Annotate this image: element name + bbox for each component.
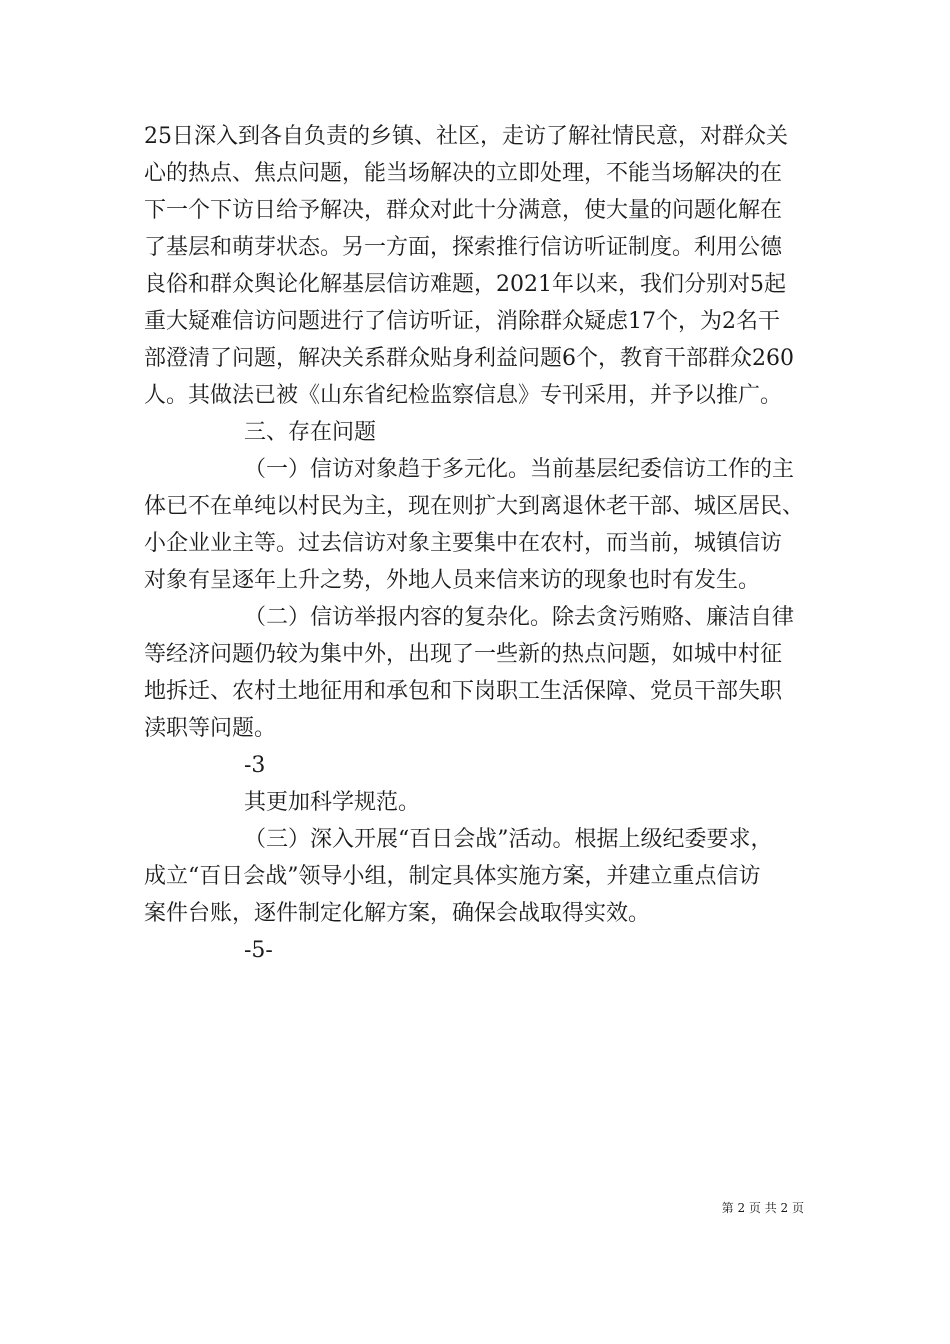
text-line: -5- xyxy=(244,938,273,963)
page-footer: 第 2 页 共 2 页 xyxy=(721,1201,804,1215)
text-line: 等经济问题仍较为集中外，出现了一些新的热点问题，如城中村征 xyxy=(144,642,783,667)
text-line: 其更加科学规范。 xyxy=(244,790,421,815)
text-line: 地拆迁、农村土地征用和承包和下岗职工生活保障、党员干部失职 xyxy=(144,679,783,704)
text-line: （三）深入开展“百日会战”活动。根据上级纪委要求， xyxy=(244,827,773,852)
text-line: （一）信访对象趋于多元化。当前基层纪委信访工作的主 xyxy=(244,457,795,482)
text-line: 小企业业主等。过去信访对象主要集中在农村，而当前，城镇信访 xyxy=(144,531,783,556)
document-body xyxy=(144,118,816,969)
text-line: （二）信访举报内容的复杂化。除去贪污贿赂、廉洁自律 xyxy=(244,605,795,630)
text-line: 对象有呈逐年上升之势，外地人员来信来访的现象也时有发生。 xyxy=(144,568,761,593)
text-line: 心的热点、焦点问题，能当场解决的立即处理，不能当场解决的在 xyxy=(144,161,783,186)
text-line: 25日深入到各自负责的乡镇、社区，走访了解社情民意，对群众关 xyxy=(144,124,788,149)
text-line: 案件台账，逐件制定化解方案，确保会战取得实效。 xyxy=(144,901,651,926)
text-line: -3 xyxy=(244,753,266,778)
text-line: 部澄清了问题，解决关系群众贴身利益问题6个，教育干部群众260 xyxy=(144,346,794,371)
text-line: 重大疑难信访问题进行了信访听证，消除群众疑虑17个，为2名干 xyxy=(144,309,780,334)
text-line: 成立“百日会战”领导小组，制定具体实施方案，并建立重点信访 xyxy=(144,864,761,889)
text-line: 人。其做法已被《山东省纪检监察信息》专刊采用，并予以推广。 xyxy=(144,383,783,408)
text-line: 下一个下访日给予解决，群众对此十分满意，使大量的问题化解在 xyxy=(144,198,783,223)
text-line: 了基层和萌芽状态。另一方面，探索推行信访听证制度。利用公德 xyxy=(144,235,783,260)
text-line: 良俗和群众舆论化解基层信访难题，2021年以来，我们分别对5起 xyxy=(144,272,786,297)
text-line: 渎职等问题。 xyxy=(144,716,277,741)
text-line: 三、存在问题 xyxy=(244,420,377,445)
text-line: 体已不在单纯以村民为主，现在则扩大到离退休老干部、城区居民、 xyxy=(144,494,805,519)
